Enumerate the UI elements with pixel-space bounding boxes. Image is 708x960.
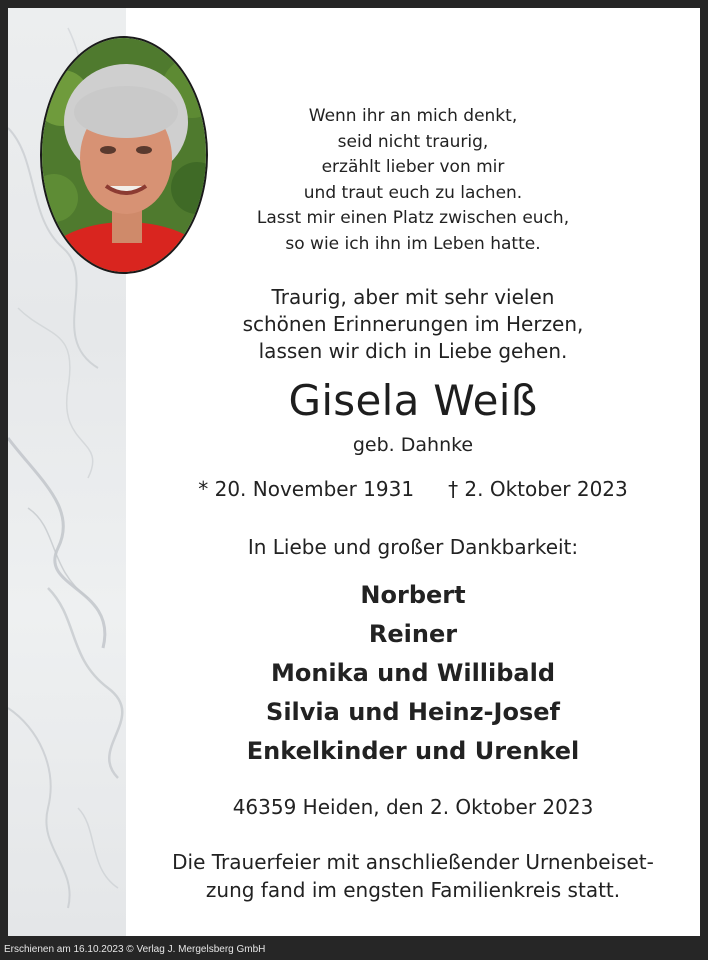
poem <box>126 104 700 257</box>
poem-line: und traut euch zu lachen. <box>303 182 523 203</box>
death-date: † 2. Oktober 2023 <box>448 477 628 501</box>
publication-footer: Erschienen am 16.10.2023 © Verlag J. Mergelsberg GmbH <box>4 944 266 955</box>
family-member: Monika und Willibald <box>270 659 556 687</box>
ceremony-line: zung fand im engsten Familienkreis statt. <box>205 878 621 902</box>
thanks-line: In Liebe und großer Dankbarkeit: <box>247 535 579 559</box>
deceased-name: Gisela Weiß <box>288 376 538 425</box>
intro-text <box>126 284 700 365</box>
intro-line: lassen wir dich in Liebe gehen. <box>258 339 568 363</box>
poem-line: erzählt lieber von mir <box>321 157 505 177</box>
maiden-name: geb. Dahnke <box>352 434 474 456</box>
ceremony-note <box>126 848 700 904</box>
poem-line: Wenn ihr an mich denkt, <box>308 106 518 126</box>
family-member: Silvia und Heinz-Josef <box>266 698 560 726</box>
life-dates <box>126 475 700 503</box>
poem-line: so wie ich ihn im Leben hatte. <box>285 233 541 254</box>
poem-line: seid nicht traurig, <box>337 131 489 152</box>
family-member: Norbert <box>360 581 466 609</box>
place-date: 46359 Heiden, den 2. Oktober 2023 <box>232 795 594 819</box>
poem-line: Lasst mir einen Platz zwischen euch, <box>256 208 570 228</box>
intro-line: Traurig, aber mit sehr vielen <box>271 285 555 309</box>
intro-line: schönen Erinnerungen im Herzen, <box>242 312 584 336</box>
family-member: Reiner <box>368 620 458 648</box>
family-list <box>126 576 700 771</box>
obituary-page <box>8 8 700 936</box>
family-member: Enkelkinder und Urenkel <box>246 737 580 765</box>
ceremony-line: Die Trauerfeier mit anschließender Urnenbeiset- <box>172 850 654 874</box>
birth-date: * 20. November 1931 <box>198 477 415 501</box>
